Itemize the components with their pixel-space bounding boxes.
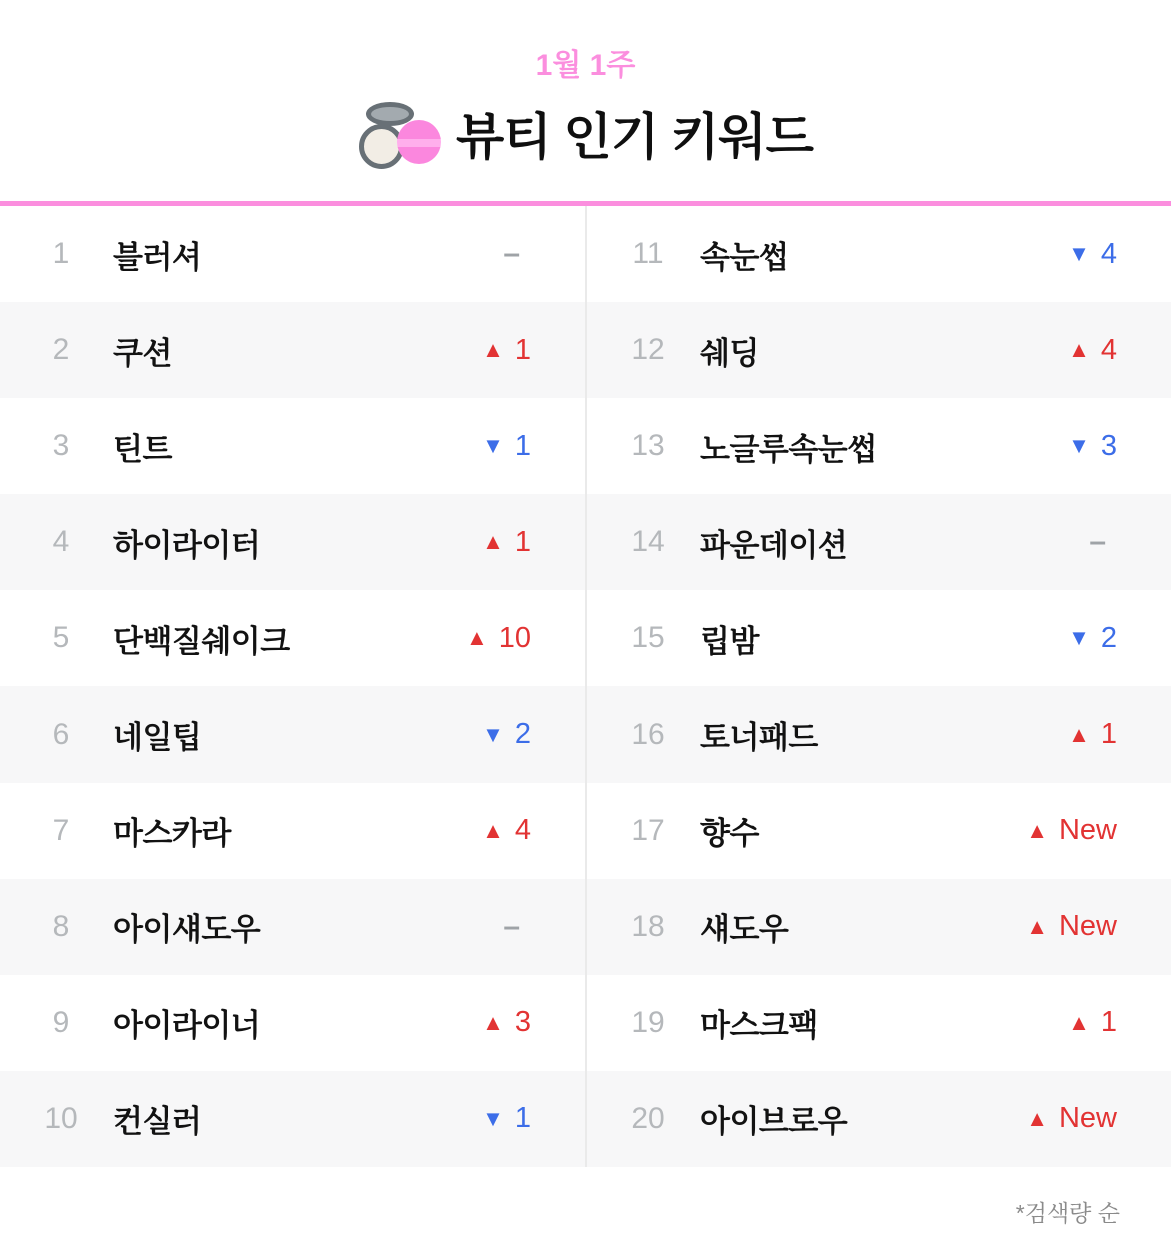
up-arrow-icon: ▲ — [1026, 913, 1048, 939]
rank-number: 4 — [52, 525, 70, 559]
rank-change — [1026, 1102, 1117, 1135]
up-arrow-icon: ▲ — [1026, 1105, 1048, 1131]
rank-change — [482, 718, 531, 751]
footnote: *검색량 순 — [1015, 1199, 1120, 1226]
rank-change-value: 1 — [514, 429, 531, 462]
rank-change — [503, 239, 531, 269]
rank-number: 6 — [52, 717, 70, 751]
rank-number: 19 — [631, 1005, 665, 1039]
ranking-row — [587, 494, 1171, 590]
keyword-label: 쿠션 — [113, 335, 172, 371]
rank-change — [482, 814, 531, 847]
rank-number: 14 — [631, 525, 665, 559]
rank-number: 9 — [52, 1005, 70, 1039]
keyword-label: 파운데이션 — [700, 527, 848, 563]
keyword-label: 향수 — [700, 816, 759, 852]
keyword-label: 쉐딩 — [700, 335, 759, 371]
rank-number: 10 — [44, 1101, 78, 1135]
ranking-column-left — [0, 206, 585, 1167]
ranking-row — [0, 398, 585, 494]
keyword-label: 립밤 — [700, 623, 759, 659]
rank-change — [1068, 622, 1117, 655]
ranking-row — [587, 879, 1171, 975]
rank-change-value: 4 — [514, 814, 531, 847]
rank-change-value: 3 — [1100, 429, 1117, 462]
ranking-row — [0, 590, 585, 686]
page-title: 뷰티 인기 키워드 — [456, 109, 813, 165]
down-arrow-icon: ▼ — [1068, 433, 1090, 459]
rank-number: 13 — [631, 429, 665, 463]
up-arrow-icon: ▲ — [1026, 817, 1048, 843]
rank-change — [482, 430, 531, 463]
rank-change — [503, 909, 531, 943]
ranking-row — [587, 206, 1171, 302]
footer — [0, 1167, 1171, 1228]
keyword-label: 마스카라 — [113, 816, 231, 852]
down-arrow-icon: ▼ — [1068, 625, 1090, 651]
rank-number: 18 — [631, 909, 665, 943]
rank-change — [1068, 334, 1117, 367]
rank-change — [1068, 1006, 1117, 1039]
up-arrow-icon: ▲ — [1068, 721, 1090, 747]
rank-change — [482, 1006, 531, 1039]
ranking-row — [0, 783, 585, 879]
keyword-label: 아이섀도우 — [113, 912, 261, 948]
rank-number: 3 — [52, 429, 70, 463]
rank-number: 16 — [631, 717, 665, 751]
rank-change-value: 4 — [1100, 237, 1117, 270]
rank-change-value: 1 — [1100, 718, 1117, 751]
rank-change — [482, 1102, 531, 1135]
keyword-label: 아이브로우 — [700, 1104, 848, 1140]
keyword-label: 아이라이너 — [113, 1008, 261, 1044]
keyword-label: 토너패드 — [700, 720, 818, 756]
title-row — [358, 102, 813, 172]
ranking-row — [0, 494, 585, 590]
rank-number: 8 — [52, 909, 70, 943]
ranking-row — [587, 590, 1171, 686]
rank-change-value: 3 — [514, 1006, 531, 1039]
up-arrow-icon: ▲ — [482, 337, 504, 363]
keyword-label: 하이라이터 — [113, 527, 261, 563]
ranking-row — [0, 879, 585, 975]
keyword-label: 단백질쉐이크 — [113, 623, 290, 659]
rank-change — [1089, 527, 1117, 557]
powder-puff-shape — [397, 120, 441, 164]
up-arrow-icon: ▲ — [1068, 337, 1090, 363]
rank-number: 2 — [52, 333, 70, 367]
rank-number: 7 — [52, 813, 70, 847]
rank-change-value: New — [1058, 814, 1117, 847]
ranking-row — [0, 206, 585, 302]
ranking-row — [587, 686, 1171, 782]
ranking-row — [0, 1071, 585, 1167]
rank-change-value: 1 — [514, 1102, 531, 1135]
up-arrow-icon: ▲ — [482, 529, 504, 555]
keyword-label: 노글루속눈썹 — [700, 431, 877, 467]
rank-change-value: 2 — [1100, 621, 1117, 654]
rank-change — [1026, 910, 1117, 943]
rank-change — [482, 334, 531, 367]
up-arrow-icon: ▲ — [482, 817, 504, 843]
ranking-row — [587, 783, 1171, 879]
rank-change-value: New — [1058, 910, 1117, 943]
up-arrow-icon: ▲ — [1068, 1009, 1090, 1035]
rank-change-value: 1 — [514, 333, 531, 366]
rank-change-value: 10 — [498, 621, 531, 654]
ranking-row — [587, 975, 1171, 1071]
keyword-label: 섀도우 — [700, 912, 789, 948]
keyword-label: 네일팁 — [113, 720, 202, 756]
makeup-compact-icon — [358, 102, 440, 172]
ranking-row — [587, 1071, 1171, 1167]
down-arrow-icon: ▼ — [482, 1105, 504, 1131]
down-arrow-icon: ▼ — [482, 433, 504, 459]
ranking-row — [587, 302, 1171, 398]
rank-change — [1068, 238, 1117, 271]
keyword-label: 속눈썹 — [700, 239, 789, 275]
ranking-row — [0, 302, 585, 398]
ranking-column-right — [587, 206, 1171, 1167]
rank-change-value: New — [1058, 1102, 1117, 1135]
keyword-label: 블러셔 — [113, 239, 202, 275]
up-arrow-icon: ▲ — [482, 1009, 504, 1035]
no-change-icon: – — [503, 909, 520, 943]
rank-change-value: 2 — [514, 718, 531, 751]
ranking-row — [0, 975, 585, 1071]
keyword-label: 컨실러 — [113, 1104, 202, 1140]
down-arrow-icon: ▼ — [1068, 241, 1090, 267]
rank-number: 11 — [632, 237, 664, 271]
rank-change-value: 1 — [1100, 1006, 1117, 1039]
rank-number: 12 — [631, 333, 665, 367]
rank-change-value: 4 — [1100, 333, 1117, 366]
header — [0, 0, 1171, 201]
week-label: 1월 1주 — [535, 49, 636, 82]
ranking-row — [587, 398, 1171, 494]
rank-number: 15 — [631, 621, 665, 655]
rank-number: 5 — [52, 621, 70, 655]
rank-change — [466, 622, 531, 655]
rank-number: 20 — [631, 1101, 665, 1135]
rank-change — [1068, 718, 1117, 751]
keyword-label: 마스크팩 — [700, 1008, 818, 1044]
ranking-list — [0, 206, 1171, 1167]
rank-number: 1 — [52, 237, 70, 271]
rank-change-value: 1 — [514, 525, 531, 558]
rank-number: 17 — [631, 813, 665, 847]
no-change-icon: – — [1089, 525, 1106, 559]
up-arrow-icon: ▲ — [465, 625, 488, 651]
rank-change — [1068, 430, 1117, 463]
ranking-row — [0, 686, 585, 782]
rank-change — [1026, 814, 1117, 847]
keyword-label: 틴트 — [113, 431, 172, 467]
no-change-icon: – — [503, 237, 520, 271]
down-arrow-icon: ▼ — [482, 721, 504, 747]
rank-change — [482, 526, 531, 559]
